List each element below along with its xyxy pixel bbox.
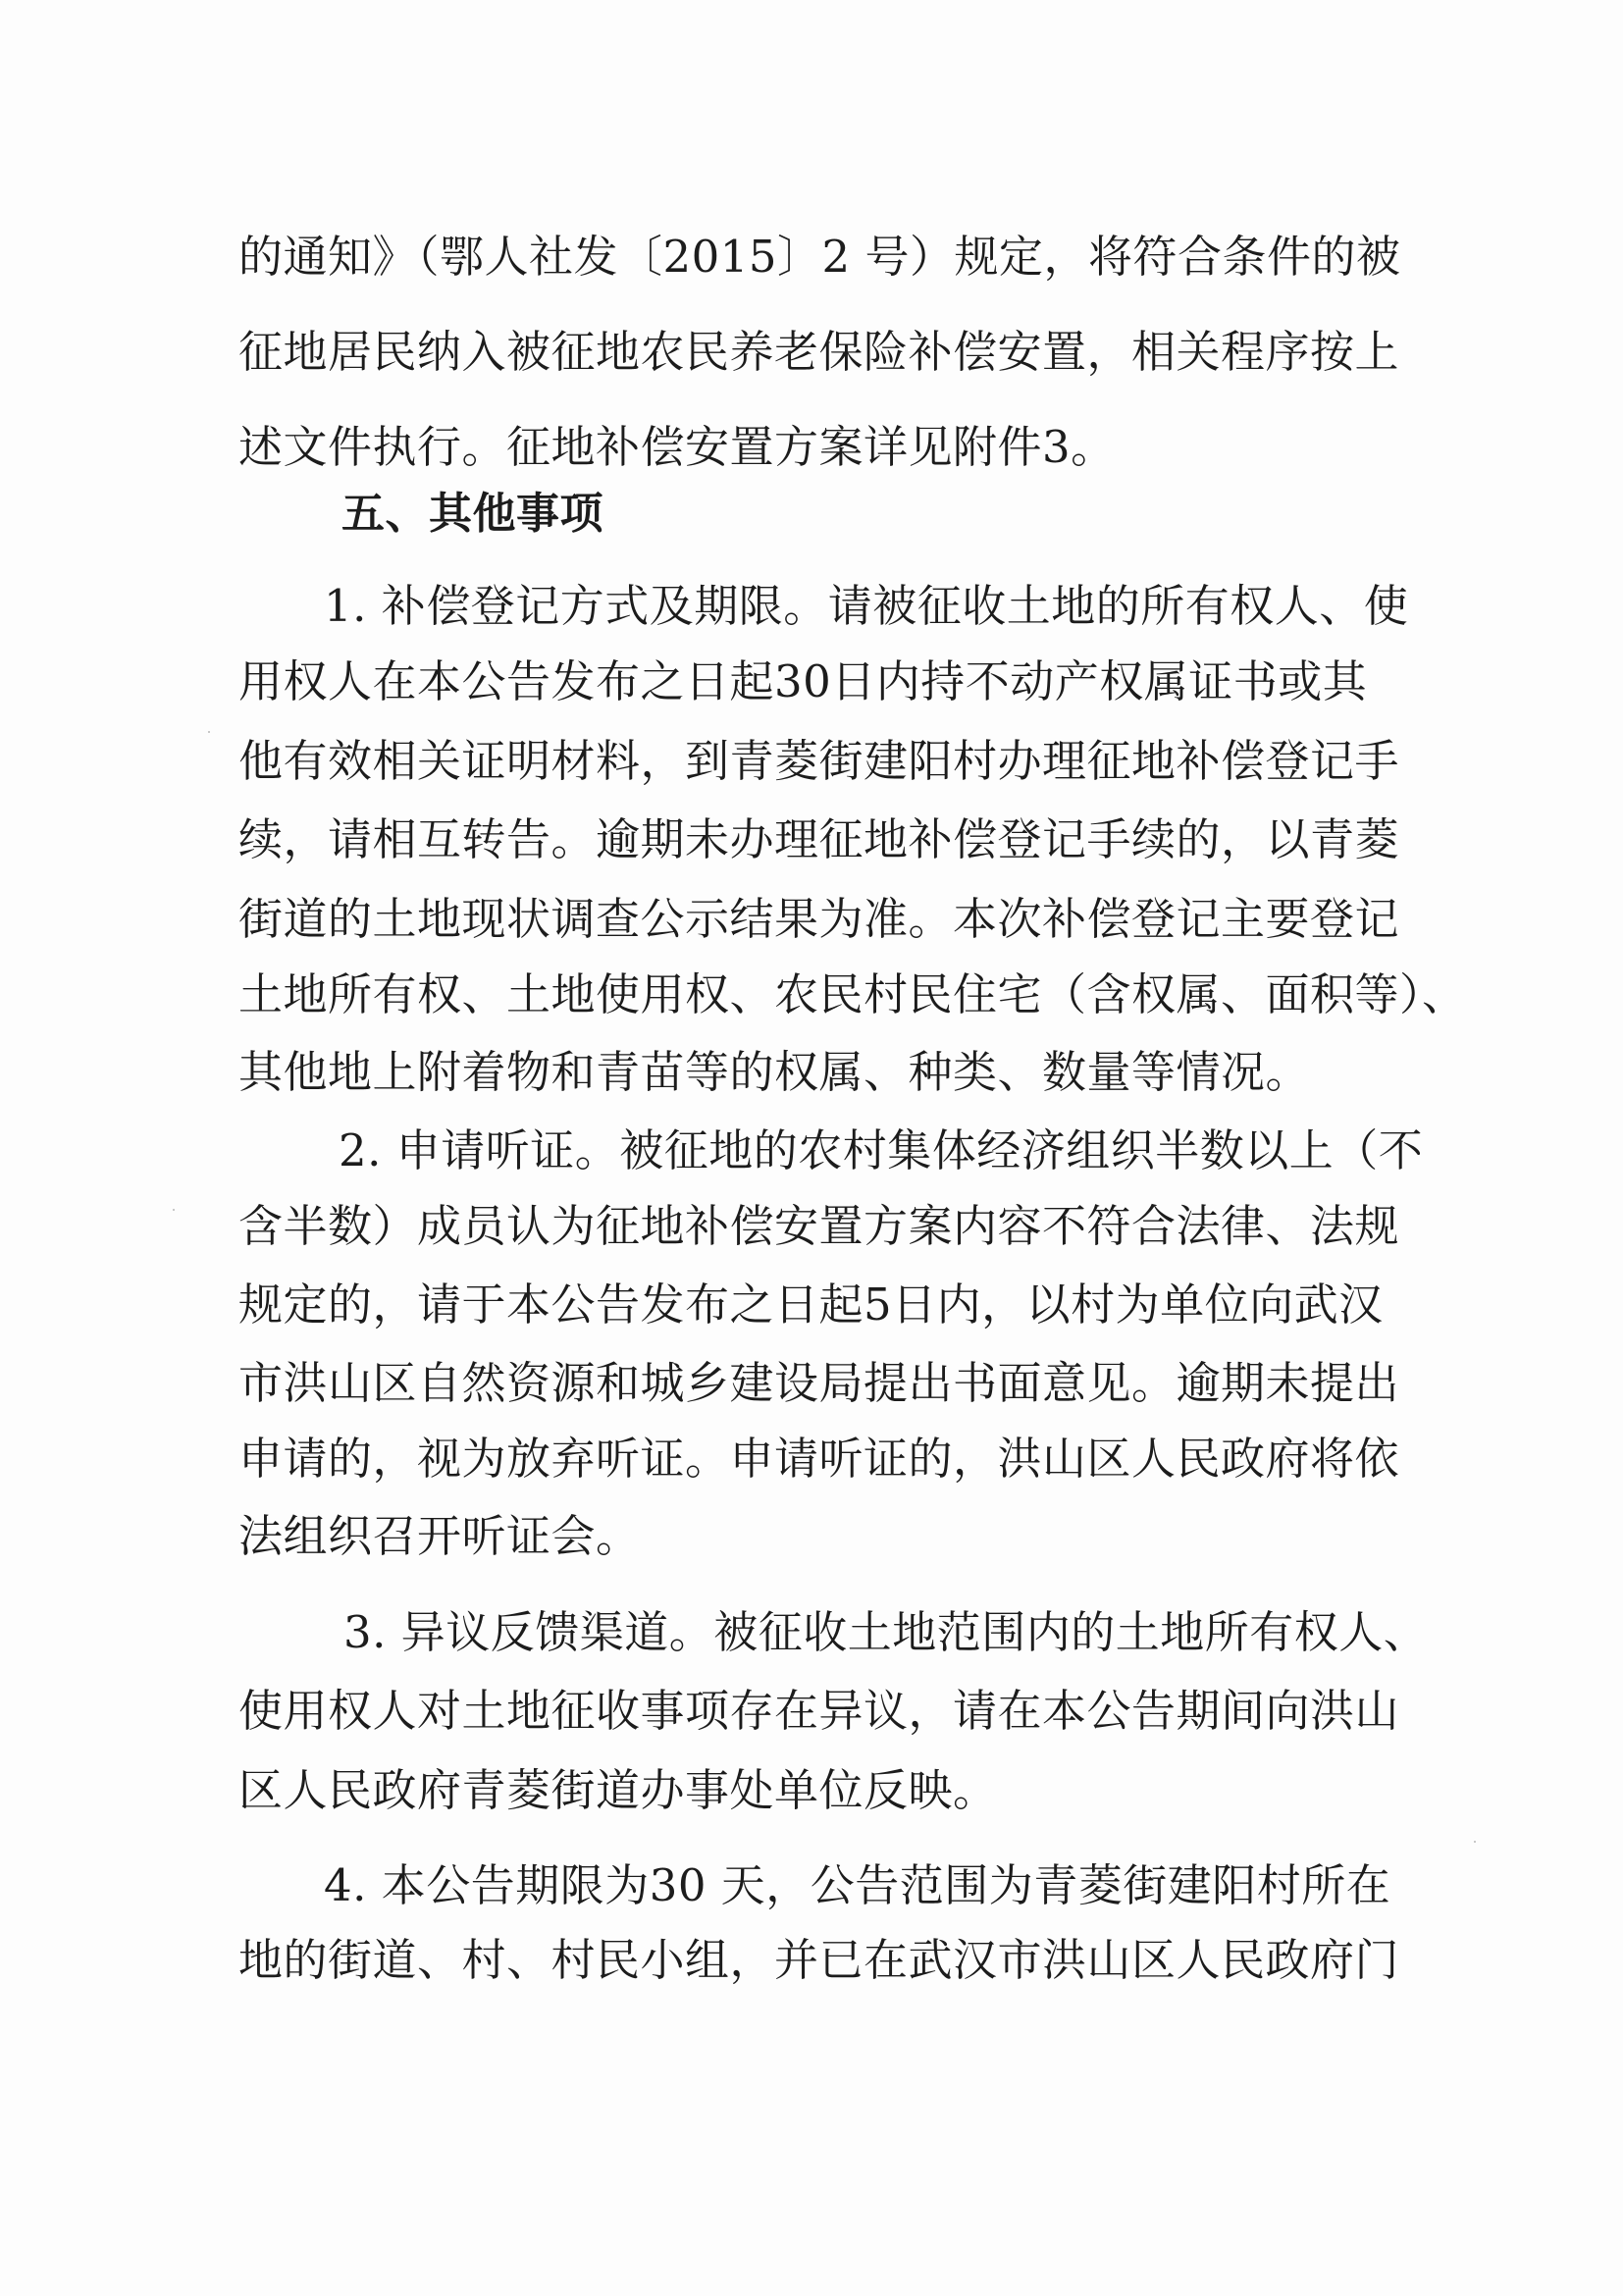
scan-speck	[1474, 1841, 1476, 1843]
text-line-8: 续，请相互转告。逾期未办理征地补偿登记手续的，以青菱	[238, 813, 1400, 865]
text-line-15: 市洪山区自然资源和城乡建设局提出书面意见。逾期未提出	[238, 1357, 1400, 1409]
text-line-2: 征地居民纳入被征地农民养老保险补偿安置，相关程序按上	[238, 326, 1400, 378]
text-line-18: 3. 异议反馈渠道。被征收土地范围内的土地所有权人、	[343, 1606, 1429, 1658]
section-heading: 五、其他事项	[341, 489, 603, 539]
text-line-20: 区人民政府青菱街道办事处单位反映。	[238, 1764, 998, 1816]
text-line-13: 含半数）成员认为征地补偿安置方案内容不符合法律、法规	[238, 1200, 1400, 1252]
text-line-21: 4. 本公告期限为30 天，公告范围为青菱街建阳村所在	[324, 1859, 1391, 1911]
text-line-14: 规定的，请于本公告发布之日起5日内，以村为单位向武汉	[238, 1278, 1384, 1331]
text-line-10: 土地所有权、土地使用权、农民村民住宅（含权属、面积等）、	[238, 968, 1467, 1020]
scan-speck	[208, 731, 210, 733]
text-line-6: 用权人在本公告发布之日起30日内持不动产权属证书或其	[238, 655, 1368, 707]
text-line-12: 2. 申请听证。被征地的农村集体经济组织半数以上（不	[339, 1124, 1424, 1176]
text-line-5: 1. 补偿登记方式及期限。请被征收土地的所有权人、使	[324, 580, 1409, 632]
text-line-1: 的通知》（鄂人社发〔2015〕2 号）规定，将符合条件的被	[238, 231, 1401, 283]
text-line-22: 地的街道、村、村民小组，并已在武汉市洪山区人民政府门	[238, 1934, 1400, 1986]
text-line-9: 街道的土地现状调查公示结果为准。本次补偿登记主要登记	[238, 893, 1400, 945]
text-line-3: 述文件执行。征地补偿安置方案详见附件3。	[238, 421, 1116, 473]
scan-speck	[173, 1209, 175, 1211]
text-line-7: 他有效相关证明材料，到青菱街建阳村办理征地补偿登记手	[238, 735, 1400, 787]
text-line-17: 法组织召开听证会。	[238, 1510, 641, 1562]
text-line-11: 其他地上附着物和青苗等的权属、种类、数量等情况。	[238, 1046, 1311, 1098]
text-line-19: 使用权人对土地征收事项存在异议，请在本公告期间向洪山	[238, 1685, 1400, 1737]
text-line-16: 申请的，视为放弃听证。申请听证的，洪山区人民政府将依	[238, 1433, 1400, 1485]
